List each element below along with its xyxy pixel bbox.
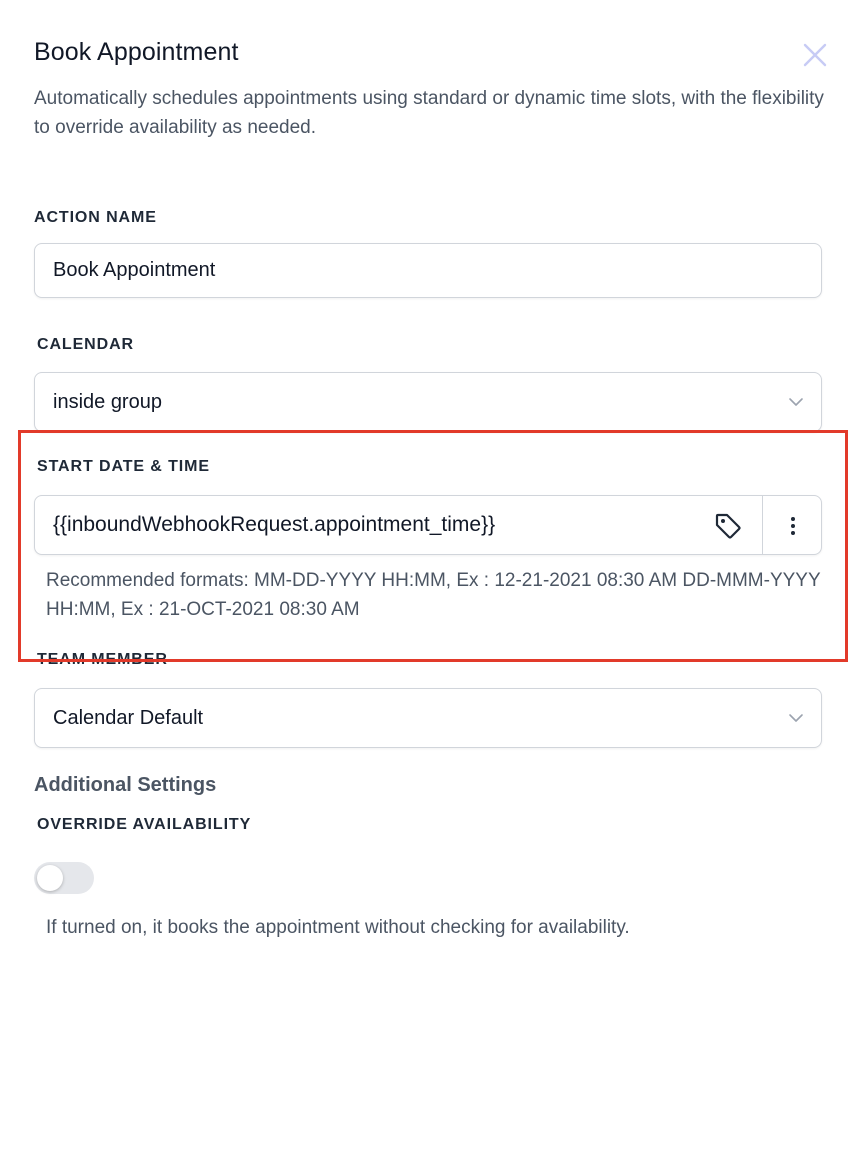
format-hint: Recommended formats: MM-DD-YYYY HH:MM, Ex : 12-21-2021 08:30 AM DD-MMM-YYYY HH:MM, Ex : 21-OCT-2021 08:30 AM: [46, 570, 821, 620]
calendar-select[interactable]: [34, 372, 822, 432]
override-availability-toggle[interactable]: [34, 862, 94, 894]
override-help-text: If turned on, it books the appointment without checking for availability.: [46, 917, 630, 938]
chevron-down-icon: [787, 709, 805, 727]
start-datetime-value: {{inboundWebhookRequest.appointment_time}}: [53, 513, 496, 536]
override-availability-label: OVERRIDE AVAILABILITY: [37, 816, 252, 833]
panel-description: Automatically schedules appointments using standard or dynamic time slots, with the flexibility to override availability as needed.: [34, 88, 824, 138]
team-member-select[interactable]: [34, 688, 822, 748]
team-member-value: Calendar Default: [53, 706, 204, 729]
additional-settings-title: Additional Settings: [34, 774, 217, 796]
calendar-value: inside group: [53, 390, 162, 413]
team-member-label: TEAM MEMBER: [37, 651, 168, 668]
action-name-value: Book Appointment: [53, 259, 216, 281]
chevron-down-icon: [787, 393, 805, 411]
action-name-input[interactable]: [34, 243, 822, 298]
toggle-knob: [37, 865, 63, 891]
calendar-label: CALENDAR: [37, 336, 134, 353]
action-name-label: ACTION NAME: [34, 209, 157, 226]
highlight-box: [18, 430, 848, 662]
close-button[interactable]: [800, 40, 830, 70]
panel-title: Book Appointment: [34, 38, 239, 66]
close-icon: [800, 40, 830, 70]
start-datetime-label: START DATE & TIME: [37, 458, 210, 475]
